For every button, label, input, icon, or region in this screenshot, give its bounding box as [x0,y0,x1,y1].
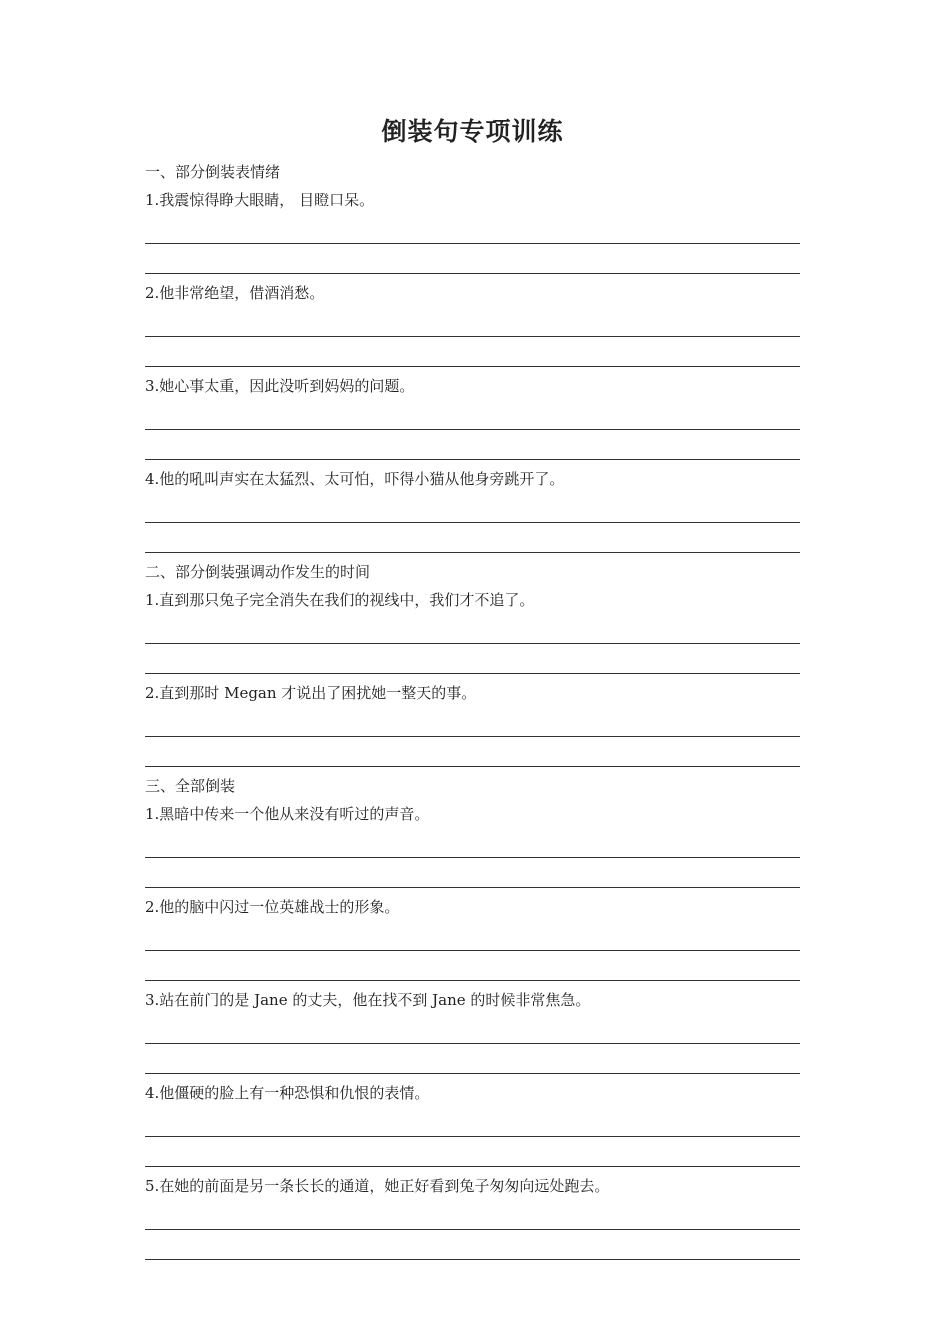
answer-area [145,493,800,553]
answer-line[interactable] [145,614,800,644]
answer-line[interactable] [145,244,800,274]
answer-line[interactable] [145,1230,800,1260]
answer-line[interactable] [145,430,800,460]
section-emotion [145,158,800,553]
answer-area [145,707,800,767]
section-heading: 三、全部倒装 [145,777,236,795]
answer-line[interactable] [145,1137,800,1167]
answer-line[interactable] [145,1200,800,1230]
section-heading: 二、部分倒装强调动作发生的时间 [145,563,371,581]
answer-line[interactable] [145,707,800,737]
question-item: 1.黑暗中传来一个他从来没有听过的声音。 [145,805,430,823]
question-item: 4.他僵硬的脸上有一种恐惧和仇恨的表情。 [145,1084,430,1102]
question-item: 3.她心事太重，因此没听到妈妈的问题。 [145,377,415,395]
question-item: 2.直到那时 Megan 才说出了困扰她一整天的事。 [145,684,477,702]
answer-line[interactable] [145,214,800,244]
answer-line[interactable] [145,400,800,430]
answer-area [145,921,800,981]
answer-line[interactable] [145,858,800,888]
answer-line[interactable] [145,1044,800,1074]
question-item: 1.直到那只兔子完全消失在我们的视线中，我们才不追了。 [145,591,535,609]
answer-area [145,307,800,367]
answer-line[interactable] [145,1107,800,1137]
answer-line[interactable] [145,921,800,951]
answer-line[interactable] [145,828,800,858]
answer-line[interactable] [145,1014,800,1044]
answer-line[interactable] [145,951,800,981]
worksheet-page [145,112,800,1265]
answer-line[interactable] [145,307,800,337]
answer-line[interactable] [145,737,800,767]
question-item: 1.我震惊得睁大眼睛， 目瞪口呆。 [145,191,375,209]
question-item: 4.他的吼叫声实在太猛烈、太可怕，吓得小猫从他身旁跳开了。 [145,470,565,488]
answer-line[interactable] [145,523,800,553]
answer-area [145,1107,800,1167]
answer-area [145,614,800,674]
section-heading: 一、部分倒装表情绪 [145,163,281,181]
question-item: 5.在她的前面是另一条长长的通道，她正好看到兔子匆匆向远处跑去。 [145,1177,610,1195]
answer-area [145,828,800,888]
answer-area [145,400,800,460]
section-time-emphasis [145,558,800,767]
answer-line[interactable] [145,337,800,367]
question-item: 2.他非常绝望，借酒消愁。 [145,284,325,302]
answer-area [145,1200,800,1260]
answer-line[interactable] [145,493,800,523]
question-item: 2.他的脑中闪过一位英雄战士的形象。 [145,898,400,916]
question-item: 3.站在前门的是 Jane 的丈夫，他在找不到 Jane 的时候非常焦急。 [145,991,591,1009]
answer-area [145,214,800,274]
answer-line[interactable] [145,644,800,674]
answer-area [145,1014,800,1074]
page-title: 倒装句专项训练 [381,117,564,146]
section-full-inversion [145,772,800,1260]
